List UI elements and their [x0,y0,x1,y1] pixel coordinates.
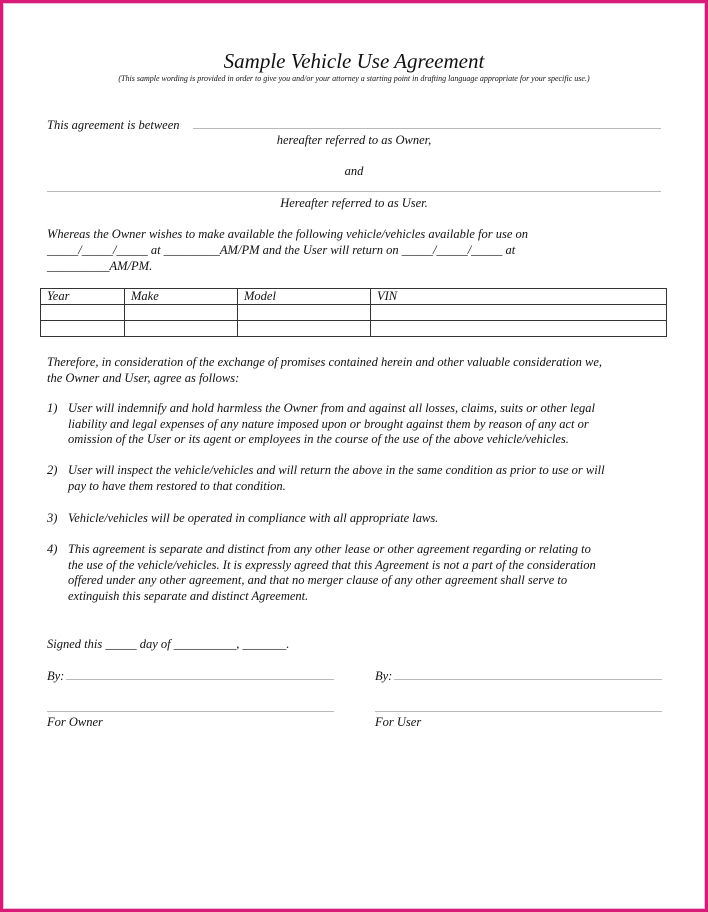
table-row [41,305,667,321]
header-model: Model [238,289,371,305]
owner-reference: hereafter referred to as Owner, [276,133,432,147]
cell-year[interactable] [41,321,125,337]
owner-caption: For Owner [47,715,103,729]
therefore-line-1: Therefore, in consideration of the exchange of promises contained herein and other valuable consideration we, [47,355,602,369]
whereas-line-1: Whereas the Owner wishes to make available the following vehicle/vehicles available for use on [47,227,529,241]
clause-1-text [68,401,595,448]
clause-3-text [68,511,438,527]
clause-number: 2) [47,463,58,477]
owner-print-line[interactable] [47,711,334,712]
clause-number: 4) [47,542,58,556]
clause-number: 3) [47,511,58,525]
whereas-line-2: _____/_____/_____ at _________AM/PM and the User will return on _____/_____/_____ at [47,243,516,257]
clause-line: User will inspect the vehicle/vehicles and will return the above in the same condition as prior to use or will [68,463,605,477]
cell-model[interactable] [238,321,371,337]
user-caption: For User [375,715,422,729]
document-subtitle: (This sample wording is provided in order to give you and/or your attorney a starting point in drafting language appropriate for your specific use.) [118,74,590,83]
clause-line: This agreement is separate and distinct from any other lease or other agreement regarding or relating to [68,542,591,556]
clause-line: Vehicle/vehicles will be operated in compliance with all appropriate laws. [68,511,439,525]
cell-year[interactable] [41,305,125,321]
vehicle-table [40,288,667,337]
user-print-line[interactable] [375,711,662,712]
header-year: Year [41,289,125,305]
clause-2-text [68,463,605,494]
document-title: Sample Vehicle Use Agreement [223,49,485,73]
and-label: and [344,164,364,178]
clause-4-text [68,542,596,604]
table-header-row [41,289,667,305]
between-label: This agreement is between [47,118,180,132]
cell-make[interactable] [125,321,238,337]
user-by-label: By: [375,669,393,683]
cell-model[interactable] [238,305,371,321]
signed-date-line[interactable]: Signed this _____ day of __________, _______. [47,637,290,651]
clause-line: the use of the vehicle/vehicles. It is expressly agreed that this Agreement is not a part of the consideration [68,557,596,572]
user-reference: Hereafter referred to as User. [280,196,428,210]
whereas-line-3: __________AM/PM. [47,259,153,273]
owner-name-line[interactable] [193,128,661,129]
clause-line: pay to have them restored to that condition. [68,478,286,493]
header-vin: VIN [371,289,667,305]
clause-line: omission of the User or its agent or employees in the course of the use of the above vehicle/vehicles. [68,432,569,447]
clause-line: liability and legal expenses of any nature imposed upon or brought against them by reason of any act or [68,416,589,431]
therefore-line-2: the Owner and User, agree as follows: [47,371,240,385]
clause-number: 1) [47,401,58,415]
clause-line: offered under any other agreement, and that no merger clause of any other agreement shall serve to [68,573,568,588]
user-signature-line[interactable] [394,679,662,680]
cell-vin[interactable] [371,305,667,321]
owner-by-label: By: [47,669,65,683]
cell-make[interactable] [125,305,238,321]
clause-line: User will indemnify and hold harmless the Owner from and against all losses, claims, suits or other legal [68,401,595,415]
header-make: Make [125,289,238,305]
table-row [41,321,667,337]
cell-vin[interactable] [371,321,667,337]
clause-line: extinguish this separate and distinct Agreement. [68,588,309,603]
user-name-line[interactable] [47,191,661,192]
owner-signature-line[interactable] [66,679,334,680]
